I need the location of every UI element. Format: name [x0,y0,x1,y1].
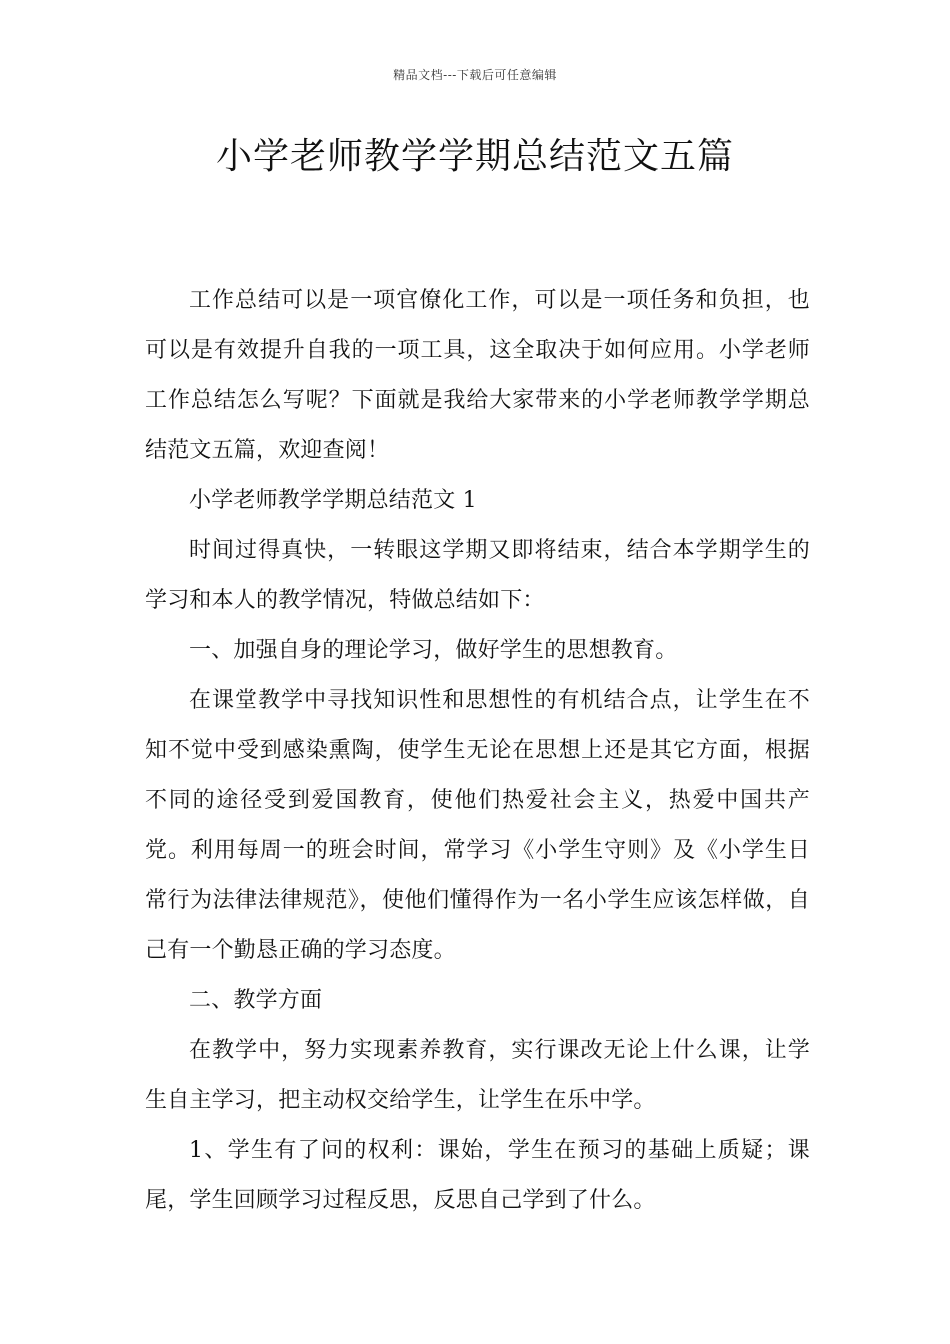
intro-paragraph: 工作总结可以是一项官僚化工作，可以是一项任务和负担，也可以是有效提升自我的一项工具，这全取决于如何应用。小学老师工作总结怎么写呢？下面就是我给大家带来的小学老师教学学期总结范文五篇，欢迎查阅！ [145,288,810,463]
page-header-watermark: 精品文档---下载后可任意编辑 [393,68,557,82]
document-title: 小学老师教学学期总结范文五篇 [215,136,734,177]
point-1-paragraph: 1、学生有了问的权利：课始，学生在预习的基础上质疑；课尾，学生回顾学习过程反思，反思自己学到了什么。 [145,1138,810,1213]
document-body [145,276,810,1226]
moral-education-paragraph: 在课堂教学中寻找知识性和思想性的有机结合点，让学生在不知不觉中受到感染熏陶，使学生无论在思想上还是其它方面，根据不同的途径受到爱国教育，使他们热爱社会主义，热爱中国共产党。利用每周一的班会时间，常学习《小学生守则》及《小学生日常行为法律法律规范》，使他们懂得作为一名小学生应该怎样做，自己有一个勤恳正确的学习态度。 [145,688,810,963]
section-heading-theory-study: 一、加强自身的理论学习，做好学生的思想教育。 [189,638,678,663]
opening-paragraph: 时间过得真快，一转眼这学期又即将结束，结合本学期学生的学习和本人的教学情况，特做总结如下： [145,538,810,613]
section-heading-teaching: 二、教学方面 [189,988,323,1013]
section-heading-essay-1: 小学老师教学学期总结范文 1 [189,488,477,513]
teaching-paragraph: 在教学中，努力实现素养教育，实行课改无论上什么课，让学生自主学习，把主动权交给学生，让学生在乐中学。 [145,1038,810,1113]
